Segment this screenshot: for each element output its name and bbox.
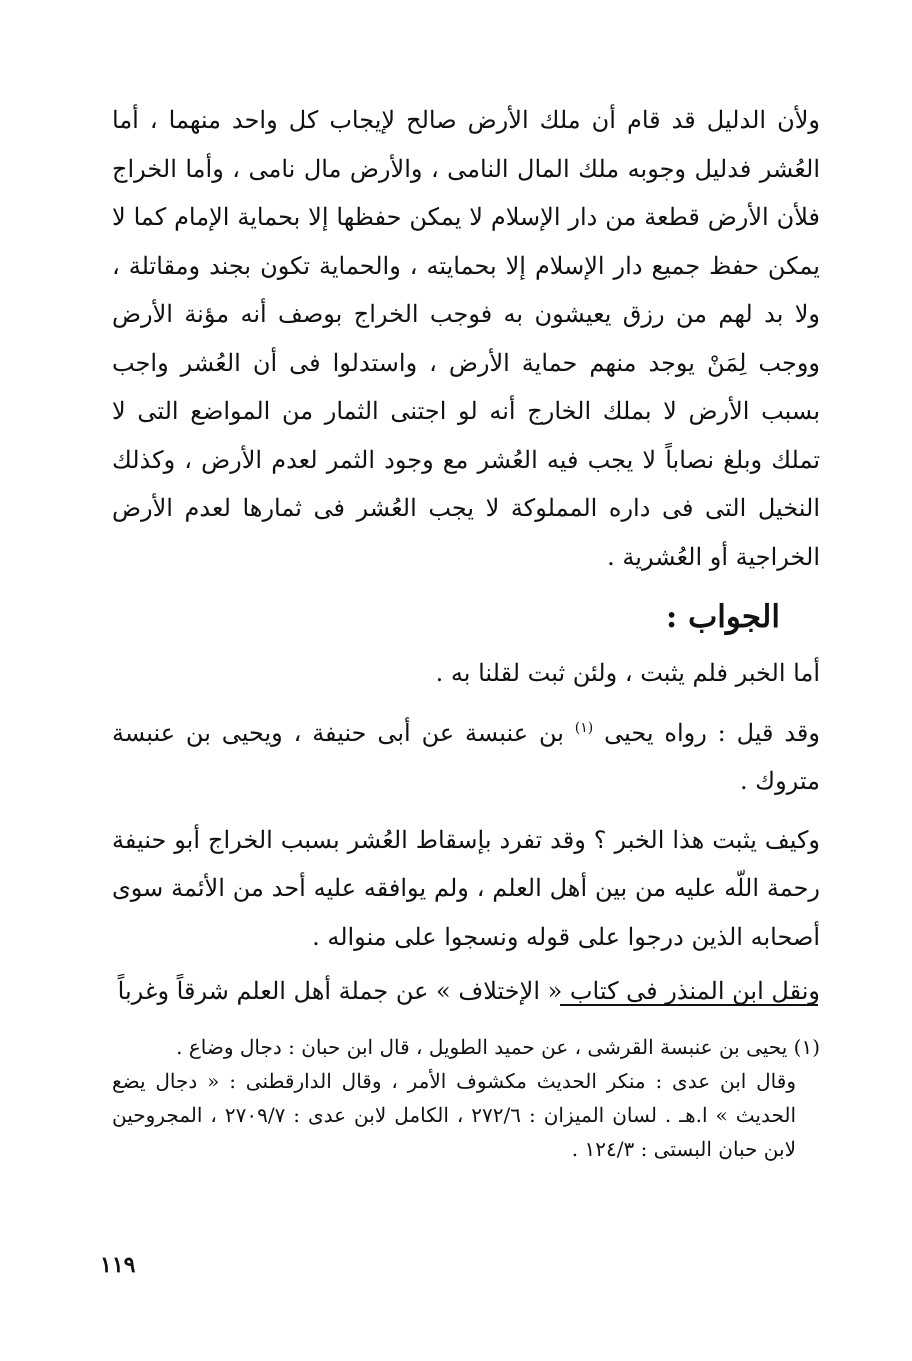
- footnote-line-1: (١) يحيى بن عنبسة القرشى ، عن حميد الطويل ، قال ابن حبان : دجال وضاع .: [176, 1035, 820, 1059]
- answer-paragraph-4: ونقل ابن المنذر فى كتاب « الإختلاف » عن جملة أهل العلم شرقاً وغرباً: [117, 977, 820, 1005]
- section-heading: الجواب :: [665, 599, 780, 635]
- answer-paragraph-2-start: وقد قيل : رواه يحيى: [604, 718, 820, 747]
- main-text: [112, 96, 820, 1016]
- answer-paragraph-1: أما الخبر فلم يثبت ، ولئن ثبت لقلنا به .: [435, 659, 820, 687]
- footnote-reference: (١): [574, 719, 594, 736]
- footnote-separator: [560, 1004, 818, 1006]
- page-number: ١١٩: [100, 1252, 136, 1278]
- footnotes: [112, 1030, 820, 1166]
- answer-paragraph-2: [112, 704, 820, 806]
- answer-paragraph-3: وكيف يثبت هذا الخبر ؟ وقد تفرد بإسقاط العُشر بسبب الخراج أبو حنيفة رحمة اللّه عليه من بين أهل العلم ، ولم يوافقه عليه أحد من الأئمة سوى أصحابه الذين درجوا على قوله ونسجوا على منواله .: [112, 825, 820, 951]
- footnote-line-2: وقال ابن عدى : منكر الحديث مكشوف الأمر ، وقال الدارقطنى : « دجال يضع الحديث » ا.هـ . لسان الميزان : ٢٧٢/٦ ، الكامل لابن عدى : ٢٧٠٩/٧ ، المجروحين لابن حبان البستى : ١٢٤/٣ .: [112, 1069, 797, 1161]
- answer-paragraph-2-end: بن عنبسة عن أبى حنيفة ، ويحيى بن عنبسة متروك .: [112, 718, 820, 795]
- body-paragraph: ولأن الدليل قد قام أن ملك الأرض صالح لإيجاب كل واحد منهما ، أما العُشر فدليل وجوبه ملك المال النامى ، والأرض مال نامى ، وأما الخراج فلأن الأرض قطعة من دار الإسلام لا يمكن حفظها إلا بحماية الإمام كما لا يمكن حفظ جميع دار الإسلام إلا بحمايته ، والحماية تكون بجند ومقاتلة ، ولا بد لهم من رزق يعيشون به فوجب الخراج بوصف أنه مؤنة الأرض ووجب لِمَنْ يوجد منهم حماية الأرض ، واستدلوا فى أن العُشر واجب بسبب الأرض لا بملك الخارج أنه لو اجتنى الثمار من المواضع التى لا تملك وبلغ نصاباً لا يجب فيه العُشر مع وجود الثمر لعدم الأرض ، وكذلك النخيل التى فى داره المملوكة لا يجب العُشر فى ثمارها لعدم الأرض الخراجية أو العُشرية .: [112, 106, 821, 571]
